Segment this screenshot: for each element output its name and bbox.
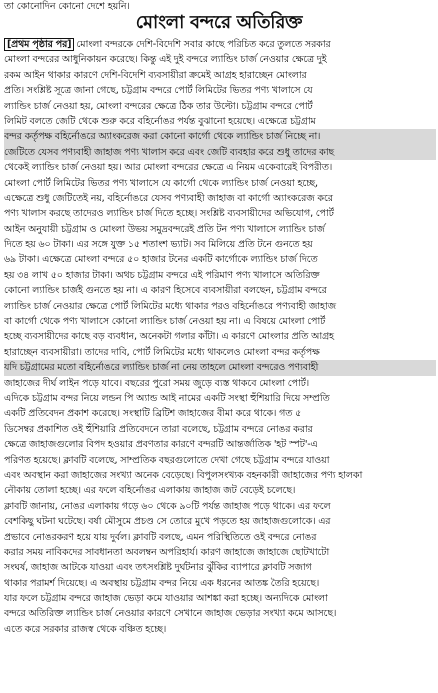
- article-line-text: থেকেই ল্যান্ডিং চার্জ নেওয়া হয়। আর মোংলা বন্দরের ক্ষেত্রে এ নিয়ম একেবারেই বিপরীত।: [4, 162, 333, 174]
- article-line-text: ক্লাবটি জানায়, নোঙর এলাকায় গড়ে ৬০ থেকে ৯০টি পর্যন্ত জাহাজ পড়ে থাকে। এর ফলে: [4, 500, 331, 512]
- article-line: [4, 283, 436, 298]
- article-line-text: ডিসেম্বর প্রকাশিত ওই হুঁশিয়ারি প্রতিবেদনে তারা বলেছে, চট্টগ্রাম বন্দরে নোঙর করার: [4, 423, 313, 435]
- article-line-text: এতে করে সরকার রাজস্ব থেকে বঞ্চিত হচ্ছে।: [4, 623, 167, 635]
- article-line-text: ক্ষেত্রে জাহাজগুলোর বিপদ হওয়ার প্রবণতার কারণে বন্দরটি আন্তর্জাতিক 'হট স্পট'-এ: [4, 439, 318, 451]
- article-line-text: মোংলা বন্দরকে দেশি-বিদেশি সবার কাছে পরিচিত করে তুলতে সরকার: [76, 39, 331, 50]
- continuation-tag: [প্রথম পৃষ্ঠার পর]: [4, 38, 74, 51]
- article-line: [4, 622, 436, 637]
- article-line: [4, 514, 436, 529]
- article-line-text: হয় ৩৪ লাখ ৫০ হাজার টাকা। অথচ চট্টগ্রাম বন্দরে এই পরিমাণ পণ্য খালাসে অতিরিক্ত: [4, 269, 320, 281]
- article-line: [4, 591, 436, 606]
- article-line: [4, 68, 436, 83]
- article-line-text: বেশকিছু ঘটনা ঘটেছে। বর্ষা মৌসুমে প্রচণ্ড সে তোরে মুখে পড়তে হয় জাহাজগুলোকে। এর: [4, 516, 331, 528]
- article-line-text: মোংলা পোর্ট লিমিটের ভিতর পণ্য খালাসে যে কার্গো থেকে ল্যান্ডিং চার্জ নেওয়া হচ্ছে,: [4, 177, 318, 189]
- article-line-text: আইন অনুযায়ী চট্টগ্রাম ও মোংলা উভয় সমুদ্রবন্দরেই প্রতি টন পণ্য খালাসে ল্যান্ডিং চার্জ: [4, 223, 325, 235]
- article-line: [4, 83, 436, 98]
- article-line: [4, 530, 436, 545]
- article-line: [4, 129, 436, 144]
- previous-article-tail: তা কোনোদিন কোনো দেশে হয়নি।: [4, 1, 130, 12]
- article-line: [4, 99, 436, 114]
- article-line: [4, 483, 436, 498]
- article-line-text: রকম আইন থাকার কারণে দেশি-বিদেশি ব্যবসায়ীরা ক্রমেই আগ্রহ হারাচ্ছেন মোংলার: [4, 69, 307, 81]
- article-line: [4, 453, 436, 468]
- article-line: [4, 299, 436, 314]
- article-line-text: ল্যান্ডিং চার্জ নেওয়া হয়, মোংলা বন্দরের ক্ষেত্রে ঠিক তার উল্টো। চট্টগ্রাম বন্দরে পোর্ট: [4, 100, 313, 112]
- article-line-text: ল্যান্ডিং চার্জ নেওয়ার ক্ষেত্রে পোর্ট লিমিটের মধ্যে থাকার পরও বহির্নোঙরে পণ্যবাহী জাহাজ: [4, 300, 337, 312]
- article-line-text: যার ফলে চট্টগ্রাম বন্দরে জাহাজ ভেড়া কমে যাওয়ার আশঙ্কা করা হচ্ছে। অন্যদিকে মোংলা: [4, 593, 328, 605]
- article-line-text: কোনো ল্যান্ডিং চার্জই গুনতে হয় না। এ কারণ হিসেবে ব্যবসায়ীরা বলছেন, চট্টগ্রাম বন্দরে: [4, 285, 327, 297]
- article-line-text: নৌকায় তোলা হচ্ছে। এর ফলে বহির্নোঙর এলাকায় জাহাজ জট বেড়েই চলেছে।: [4, 485, 296, 497]
- article-line-text: প্রভাবে নোঙরকরণ হয়ে যায় দুর্বল। ক্লাবটি বলছে, এমন পরিস্থিতিতে ওই বন্দরে নোঙর: [4, 531, 317, 543]
- article-line-text: একটি প্রতিবেদন প্রকাশ করেছে। সংস্থাটি ব্রিটিশ জাহাজের বীমা করে থাকে। গত ৫: [4, 408, 302, 420]
- article-line: [4, 422, 436, 437]
- article-line: [4, 160, 436, 175]
- article-line: [4, 406, 436, 421]
- article-line-text: প্রতি। সংশ্লিষ্ট সূত্রে জানা গেছে, চট্টগ্রাম বন্দরে পোর্ট লিমিটের ভিতর পণ্য খালাসে যে: [4, 85, 313, 97]
- article-line-text: মোংলা বন্দরের আধুনিকায়ন করেছে। কিন্তু এই দুই বন্দরে ল্যান্ডিং চার্জ নেওয়ার ক্ষেত্রে দুই: [4, 54, 327, 66]
- article-line: [4, 499, 436, 514]
- article-line-text: পণ্য খালাস করছে তাদেরও ল্যান্ডিং চার্জ দিতে হচ্ছে। সংশ্লিষ্ট ব্যবসায়ীদের অভিযোগ, পোর্ট: [4, 208, 334, 220]
- article-line: [4, 545, 436, 560]
- article-line-text: জাহাজের দীর্ঘ লাইন পড়ে যাবে। বছরের পুরো সময় জুড়ে ব্যস্ত থাকবে মোংলা পোর্ট।: [4, 377, 310, 389]
- article-line: [4, 206, 436, 221]
- article-line: [4, 145, 436, 160]
- article-line: [4, 606, 436, 621]
- article-line: [4, 268, 436, 283]
- article-line-text: এবং অবস্থান করা জাহাজের সংখ্যা অনেক বেড়েছে। বিপুলসংখ্যক বহনকারী জাহাজের পণ্য হালকা: [4, 469, 363, 481]
- article-line: [4, 468, 436, 483]
- article-line: [4, 252, 436, 267]
- article-line-text: এদিকে চট্টগ্রাম বন্দর নিয়ে লন্ডন পি অ্যান্ড আই নামের একটি সংস্থা হুঁশিয়ারি দিয়ে সম্প্রতি: [4, 392, 330, 404]
- article-line-text: পরিণত হয়েছে। ক্লাবটি বলেছে, সাম্প্রতিক বছরগুলোতে দেখা গেছে চট্টগ্রাম বন্দরে যাওয়া: [4, 454, 330, 466]
- article-line: [4, 176, 436, 191]
- article-line: [4, 391, 436, 406]
- article-line: [4, 37, 436, 52]
- article-line: [4, 222, 436, 237]
- article-line: [4, 52, 436, 67]
- article-line: [4, 437, 436, 452]
- article-line-text: বন্দরে অতিরিক্ত ল্যান্ডিং চার্জ নেওয়ার কারণে সেখানে জাহাজ ভেড়ার সংখ্যা কমে আসছে।: [4, 608, 337, 620]
- article-line-text: সংঘর্ষ, জাহাজ আটকে যাওয়া এবং তৎসংশ্লিষ্ট দুর্ঘটনার ঝুঁকির ব্যাপারে ক্লাবটি সজাগ: [4, 562, 312, 574]
- article-line: [4, 237, 436, 252]
- article-line: [4, 345, 436, 360]
- article-line: [4, 560, 436, 575]
- article-line: [4, 360, 436, 375]
- article-line-text: এক্ষেত্রে শুধু জেটিতেই নয়, বহির্নোঙরে যেসব পণ্যবাহী জাহাজ বা কার্গো অ্যাংকরেজ করে: [4, 192, 333, 204]
- article-line-text: দিতে হয় ৬০ টাকা। এর সঙ্গে যুক্ত ১৫ শতাংশ ভ্যাট। সব মিলিয়ে প্রতি টনে গুনতে হয়: [4, 239, 313, 251]
- article-line: [4, 576, 436, 591]
- article-line-text: করার সময় নাবিকদের সাবধানতা অবলম্বন অপরিহার্য। কারণ জাহাজে জাহাজে ছোটখাটো: [4, 546, 330, 558]
- article-line: [4, 376, 436, 391]
- headline: মোংলা বন্দরে অতিরিক্ত: [135, 12, 303, 33]
- article-line-text: জেটিতে যেসব পণ্যবাহী জাহাজ পণ্য খালাস করে এবং জেটি ব্যবহার করে শুধু তাদের কাছ: [4, 146, 335, 158]
- article-line: [4, 314, 436, 329]
- article-line-text: যদি চট্টগ্রামের মতো বহির্নোঙরে ল্যান্ডিং চার্জ না নেয় তাহলে মোংলা বন্দরেও পণ্যবাহী: [4, 362, 319, 374]
- article-line-text: হারাচ্ছেন ব্যবসায়ীরা। তাদের দাবি, পোর্ট লিমিটের মধ্যে থাকলেও মোংলা বন্দর কর্তৃপক্ষ: [4, 346, 320, 358]
- article-line-text: থাকার পরামর্শ দিয়েছে। এ অবস্থায় চট্টগ্রাম বন্দর নিয়ে এক ধরনের আতঙ্ক তৈরি হয়েছে।: [4, 577, 320, 589]
- article-line: [4, 191, 436, 206]
- article-line-text: বন্দর কর্তৃপক্ষ বহির্নোঙরে অ্যাংকরেজ করা কোনো কার্গো থেকে ল্যান্ডিং চার্জ নিচ্ছে না।: [4, 131, 321, 143]
- article-line-text: হচ্ছে ব্যবসায়ীদের কাছে বড় ব্যবধান, অনেকটা গলার কাঁটা। এ কারণে মোংলার প্রতি আগ্রহ: [4, 331, 334, 343]
- article-line: [4, 329, 436, 344]
- article-line-text: বা কার্গো থেকে পণ্য খালাসে কোনো ল্যান্ডিং চার্জ নেওয়া হয় না। এ বিষয়ে মোংলা পোর্ট: [4, 316, 326, 328]
- article-line: [4, 114, 436, 129]
- article-line-text: ৬৯ টাকা। এক্ষেত্রে মোংলা বন্দরে ৫০ হাজার টনের একটি কার্গোকে ল্যান্ডিং চার্জ দিতে: [4, 254, 318, 266]
- article-line-text: লিমিট বলতে জেটি থেকে শুরু করে বহির্নোঙর পর্যন্ত বুঝানো হয়েছে। এক্ষেত্রে চট্টগ্রাম: [4, 115, 316, 127]
- article-body: [4, 37, 436, 637]
